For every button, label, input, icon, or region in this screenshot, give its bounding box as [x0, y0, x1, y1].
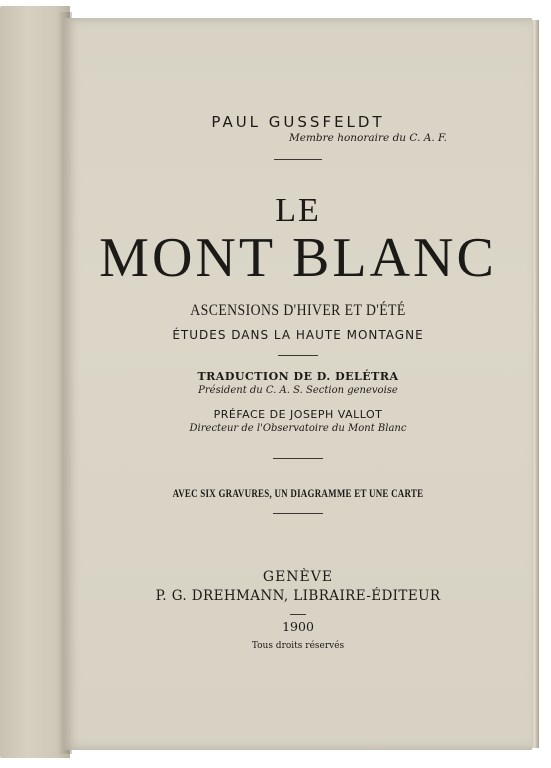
divider-rule	[278, 355, 318, 356]
divider-rule	[273, 458, 323, 459]
author-membership: Membre honoraire du C. A. F.	[289, 132, 447, 144]
translator-credit: TRADUCTION DE D. DELÉTRA	[197, 370, 399, 383]
preface-credit: PRÉFACE DE JOSEPH VALLOT	[213, 408, 383, 421]
illustrations-note: AVEC SIX GRAVURES, UN DIAGRAMME ET UNE CARTE	[172, 488, 424, 500]
divider-rule	[273, 513, 323, 514]
author-name: PAUL GUSSFELDT	[211, 113, 385, 131]
title-page	[64, 18, 532, 750]
rights-notice: Tous droits réservés	[251, 641, 345, 651]
imprint-year: 1900	[282, 619, 314, 634]
book-title: MONT BLANC	[99, 227, 497, 289]
imprint-city: GENÈVE	[262, 569, 334, 585]
divider-rule	[274, 159, 322, 160]
preface-author-role: Directeur de l'Observatoire du Mont Blanc	[189, 423, 407, 434]
divider-rule	[290, 614, 306, 615]
subtitle-studies: ÉTUDES DANS LA HAUTE MONTAGNE	[172, 328, 424, 342]
imprint-publisher: P. G. DREHMANN, LIBRAIRE-ÉDITEUR	[155, 588, 441, 604]
subtitle-ascents: ASCENSIONS D'HIVER ET D'ÉTÉ	[190, 302, 406, 319]
title-article: LE	[275, 192, 321, 229]
translator-role: Président du C. A. S. Section genevoise	[198, 385, 398, 396]
